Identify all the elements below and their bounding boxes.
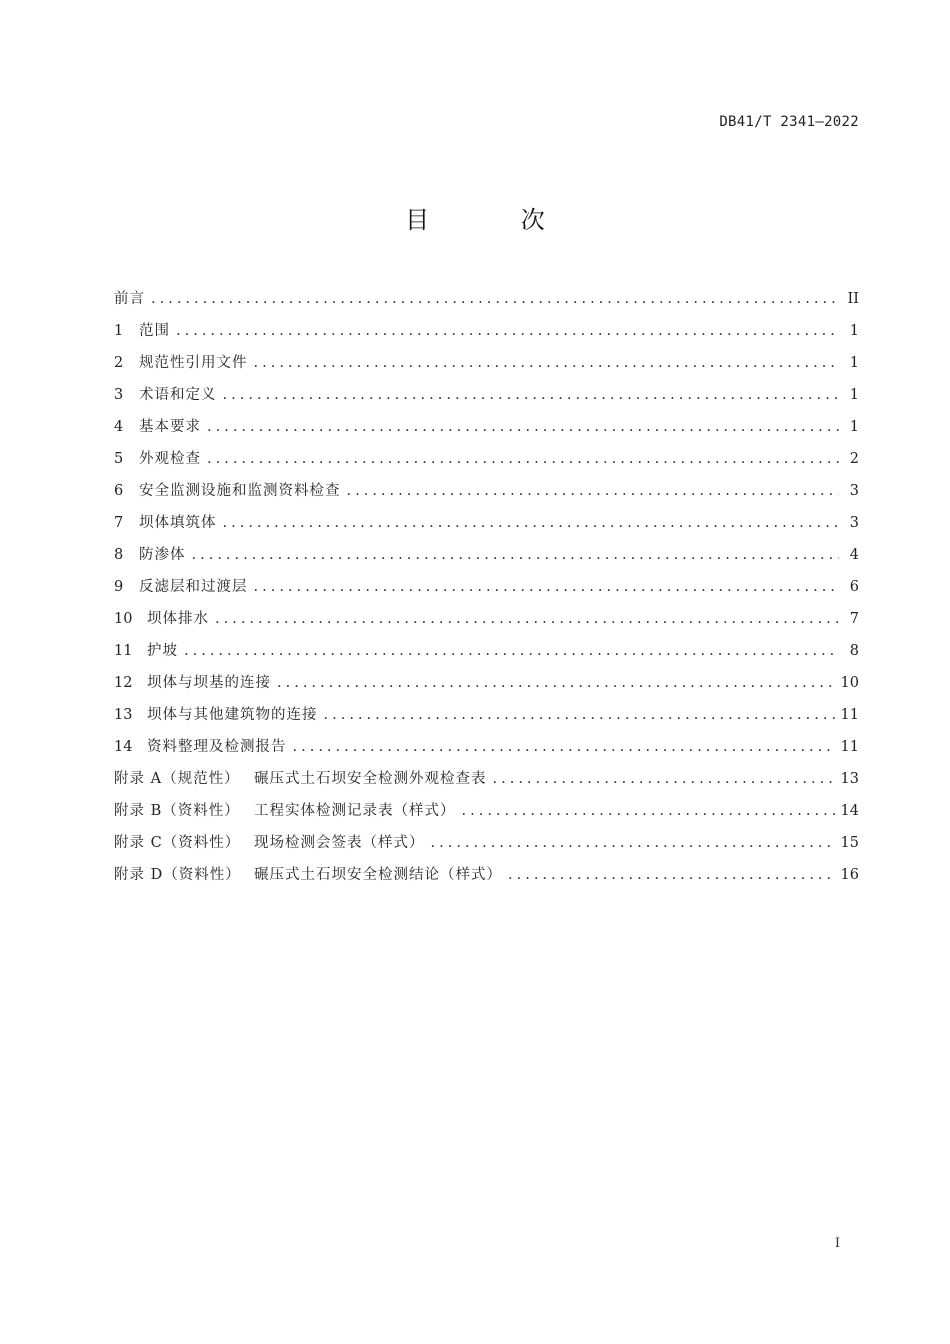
- toc-leader-dots: [176, 315, 839, 347]
- page-number: I: [834, 1236, 840, 1251]
- toc-item-label: 资料整理及检测报告: [147, 739, 287, 755]
- toc-appendix-prefix: 附录 C（资料性）: [114, 835, 241, 851]
- toc-item-6[interactable]: [114, 475, 859, 507]
- toc-leader-dots: [324, 699, 835, 731]
- toc-appendix-a[interactable]: [114, 763, 859, 795]
- toc-leader-dots: [192, 539, 840, 571]
- toc-item-page: II: [847, 291, 859, 307]
- toc-appendix-d[interactable]: [114, 859, 859, 891]
- toc-item-10[interactable]: [114, 603, 859, 635]
- toc-item-page: 3: [849, 483, 859, 499]
- toc-item-foreword[interactable]: [114, 283, 859, 315]
- toc-item-label: 术语和定义: [139, 387, 217, 403]
- toc-item-number: 8: [114, 547, 124, 563]
- toc-item-number: 13: [114, 707, 133, 723]
- toc-item-label: 坝体排水: [147, 611, 209, 627]
- toc-leader-dots: [293, 731, 835, 763]
- toc-item-4[interactable]: [114, 411, 859, 443]
- toc-item-number: 6: [114, 483, 124, 499]
- toc-leader-dots: [223, 507, 840, 539]
- toc-item-number: 12: [114, 675, 133, 691]
- toc-item-label: 外观检查: [139, 451, 201, 467]
- toc-item-5[interactable]: [114, 443, 859, 475]
- toc-appendix-b[interactable]: [114, 795, 859, 827]
- toc-leader-dots: [254, 347, 840, 379]
- toc-item-3[interactable]: [114, 379, 859, 411]
- toc-item-page: 6: [849, 579, 859, 595]
- toc-item-number: 9: [114, 579, 124, 595]
- toc-item-14[interactable]: [114, 731, 859, 763]
- toc-item-number: 7: [114, 515, 124, 531]
- toc-item-1[interactable]: [114, 315, 859, 347]
- toc-item-label: 反滤层和过渡层: [139, 579, 248, 595]
- toc-title: 目 次: [405, 206, 587, 234]
- toc-leader-dots: [508, 859, 835, 891]
- toc-item-page: 2: [849, 451, 859, 467]
- toc-item-page: 11: [840, 739, 859, 755]
- toc-appendix-prefix: 附录 D（资料性）: [114, 867, 241, 883]
- toc-item-page: 1: [849, 387, 859, 403]
- toc-item-8[interactable]: [114, 539, 859, 571]
- toc-item-page: 14: [840, 803, 859, 819]
- toc-item-page: 15: [840, 835, 859, 851]
- toc-item-page: 3: [849, 515, 859, 531]
- toc-item-page: 8: [849, 643, 859, 659]
- toc-item-number: 4: [114, 419, 124, 435]
- toc-item-label: 防渗体: [139, 547, 186, 563]
- toc-item-label: 坝体与其他建筑物的连接: [147, 707, 318, 723]
- toc-item-label: 基本要求: [139, 419, 201, 435]
- toc-item-12[interactable]: [114, 667, 859, 699]
- toc-item-page: 7: [849, 611, 859, 627]
- toc-item-page: 1: [849, 419, 859, 435]
- toc-item-page: 10: [840, 675, 859, 691]
- toc-appendix-prefix: 附录 A（规范性）: [114, 771, 240, 787]
- toc-item-label: 范围: [139, 323, 170, 339]
- toc-item-page: 1: [849, 355, 859, 371]
- toc-leader-dots: [462, 795, 835, 827]
- toc-item-number: 14: [114, 739, 133, 755]
- toc-item-number: 11: [114, 643, 133, 659]
- toc-leader-dots: [207, 411, 839, 443]
- table-of-contents: [114, 283, 859, 891]
- toc-item-page: 16: [840, 867, 859, 883]
- toc-item-11[interactable]: [114, 635, 859, 667]
- toc-item-2[interactable]: [114, 347, 859, 379]
- toc-item-label: 坝体与坝基的连接: [147, 675, 271, 691]
- toc-item-number: 2: [114, 355, 124, 371]
- toc-leader-dots: [347, 475, 840, 507]
- toc-item-label: 前言: [114, 291, 145, 307]
- toc-appendix-label: [114, 763, 487, 795]
- toc-appendix-c[interactable]: [114, 827, 859, 859]
- toc-leader-dots: [215, 603, 839, 635]
- toc-item-page: 13: [840, 771, 859, 787]
- toc-appendix-label: [114, 859, 502, 891]
- toc-item-label: 坝体填筑体: [139, 515, 217, 531]
- toc-appendix-label: [114, 795, 456, 827]
- toc-item-label: 安全监测设施和监测资料检查: [139, 483, 341, 499]
- toc-item-7[interactable]: [114, 507, 859, 539]
- toc-leader-dots: [151, 283, 839, 315]
- toc-leader-dots: [277, 667, 835, 699]
- toc-appendix-label: [114, 827, 425, 859]
- toc-item-9[interactable]: [114, 571, 859, 603]
- toc-leader-dots: [431, 827, 835, 859]
- toc-item-number: 1: [114, 323, 124, 339]
- toc-item-page: 11: [840, 707, 859, 723]
- toc-item-label: 规范性引用文件: [139, 355, 248, 371]
- toc-item-number: 3: [114, 387, 124, 403]
- toc-item-page: 4: [849, 547, 859, 563]
- toc-appendix-prefix: 附录 B（资料性）: [114, 803, 240, 819]
- toc-appendix-title: 碾压式土石坝安全检测结论（样式）: [254, 867, 502, 883]
- toc-leader-dots: [184, 635, 839, 667]
- toc-item-number: 5: [114, 451, 124, 467]
- toc-appendix-title: 碾压式土石坝安全检测外观检查表: [254, 771, 487, 787]
- toc-item-number: 10: [114, 611, 133, 627]
- toc-leader-dots: [493, 763, 835, 795]
- toc-leader-dots: [254, 571, 840, 603]
- toc-appendix-title: 工程实体检测记录表（样式）: [254, 803, 456, 819]
- toc-appendix-title: 现场检测会签表（样式）: [254, 835, 425, 851]
- document-code: DB41/T 2341—2022: [719, 114, 859, 130]
- toc-leader-dots: [223, 379, 840, 411]
- toc-item-page: 1: [849, 323, 859, 339]
- toc-item-13[interactable]: [114, 699, 859, 731]
- toc-item-label: 护坡: [147, 643, 178, 659]
- toc-leader-dots: [207, 443, 839, 475]
